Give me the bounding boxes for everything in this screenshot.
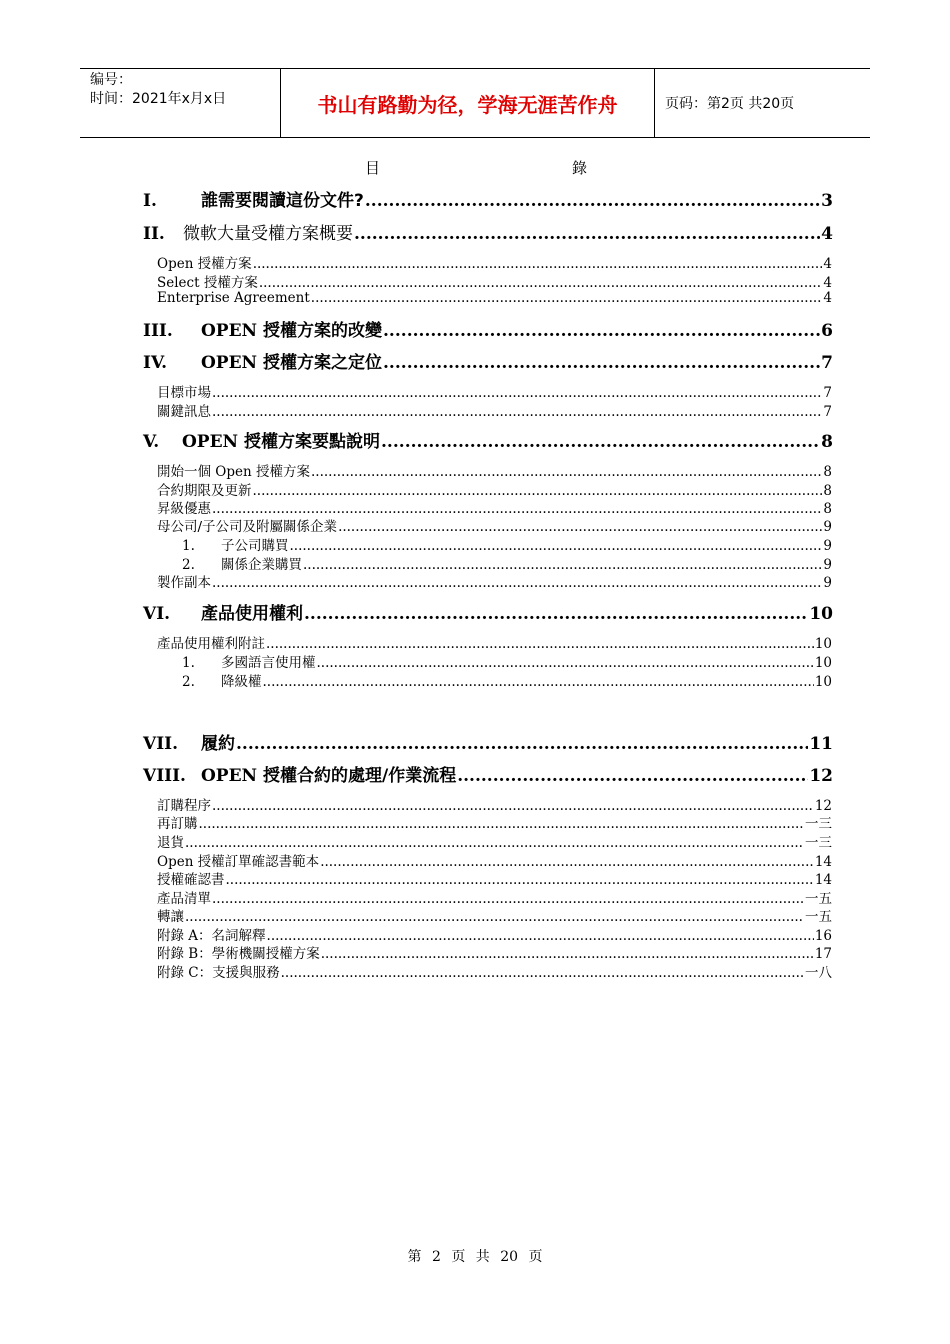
- footer-page-number: 2: [431, 1249, 441, 1265]
- toc-entry-page: 10: [809, 604, 833, 624]
- toc-entry-label: 合約期限及更新: [157, 483, 252, 499]
- toc-entry-label: OPEN 授權方案的改變: [201, 321, 383, 341]
- toc-entry-label: 製作副本: [157, 575, 211, 591]
- toc-entry-page: 一八: [805, 965, 832, 981]
- toc-entry-page: 4: [823, 275, 832, 291]
- toc-leader: [266, 636, 814, 652]
- toc-entry-label: 履約: [201, 734, 235, 754]
- toc-entry-page: 10: [814, 636, 832, 652]
- toc-leader: [199, 816, 805, 832]
- toc-entry-label: 子公司購買: [221, 538, 289, 554]
- toc-entry-number: 2.: [182, 674, 195, 690]
- footer-word: 第: [407, 1249, 422, 1265]
- toc-entry[interactable]: [143, 348, 833, 373]
- toc-leader: [317, 655, 814, 671]
- toc-entry[interactable]: [157, 381, 832, 401]
- toc-entry-page: 12: [809, 766, 833, 786]
- toc-leader: [185, 909, 804, 925]
- toc-entry-page: 9: [823, 575, 832, 591]
- toc-leader: [212, 385, 822, 401]
- toc-entry-label: 退貨: [157, 835, 184, 851]
- toc-leader: [212, 575, 822, 591]
- toc-leader: [311, 464, 822, 480]
- toc-entry-number: VIII.: [143, 766, 186, 786]
- toc-entry[interactable]: [143, 427, 833, 452]
- toc-entry-number: IV.: [143, 353, 168, 373]
- toc-entry-number: 2.: [182, 557, 195, 573]
- toc-entry[interactable]: [143, 219, 833, 244]
- toc-entry[interactable]: [157, 850, 832, 870]
- footer-total-pages: 20: [500, 1249, 519, 1265]
- toc-entry[interactable]: [157, 290, 832, 306]
- toc-entry-label: OPEN 授權方案之定位: [201, 353, 383, 373]
- toc-entry-label: Open 授權訂單確認書範本: [157, 854, 320, 870]
- header-page-info: 页码：第2页 共20页: [665, 96, 795, 112]
- toc-entry-page: 6: [821, 321, 833, 341]
- toc-entry-label: 附錄 B：學術機關授權方案: [157, 946, 320, 962]
- toc-leader: [290, 538, 823, 554]
- toc-entry-label: 開始一個 Open 授權方案: [157, 464, 310, 480]
- toc-title-right: 錄: [572, 159, 588, 177]
- toc-leader: [311, 290, 823, 306]
- toc-entry-label: OPEN 授權方案要點說明: [182, 432, 381, 452]
- toc-entry-number: I.: [143, 191, 157, 211]
- toc-entry[interactable]: [157, 479, 832, 499]
- toc-entry-number: III.: [143, 321, 173, 341]
- toc-entry[interactable]: [143, 186, 833, 211]
- toc-title-left: 目: [365, 159, 381, 177]
- page-footer: [0, 1246, 950, 1266]
- toc-entry-label: 附錄 C：支援與服務: [157, 965, 280, 981]
- toc-entry-number: 1.: [182, 538, 195, 554]
- toc-leader: [185, 835, 804, 851]
- toc-entry[interactable]: [157, 497, 832, 517]
- toc-entry-page: 一五: [805, 891, 832, 907]
- footer-word: 页: [528, 1249, 543, 1265]
- toc-entry-label: 誰需要閱讀這份文件?: [201, 191, 364, 211]
- toc-entry[interactable]: [157, 887, 832, 907]
- toc-entry-page: 14: [814, 872, 832, 888]
- toc-entry-page: 4: [823, 290, 832, 306]
- document-header: [80, 68, 870, 138]
- toc-entry[interactable]: [143, 729, 833, 754]
- toc-entry[interactable]: [143, 599, 833, 624]
- toc-leader: [281, 965, 804, 981]
- toc-entry-page: 17: [814, 946, 832, 962]
- number-label: 编号：: [90, 72, 132, 88]
- toc-entry-label: 降級權: [221, 674, 262, 690]
- toc-entry[interactable]: [157, 924, 832, 944]
- time-label: 时间：2021年x月x日: [90, 91, 227, 107]
- toc-entry-number: II.: [143, 224, 165, 244]
- toc-leader: [383, 321, 820, 341]
- toc-entry[interactable]: [157, 942, 832, 962]
- toc-leader: [226, 872, 814, 888]
- toc-entry-page: 9: [823, 538, 832, 554]
- toc-entry-label: Enterprise Agreement: [157, 290, 310, 306]
- toc-entry-page: 9: [823, 557, 832, 573]
- toc-entry-page: 一五: [805, 909, 832, 925]
- toc-leader: [381, 432, 820, 452]
- toc-entry-page: 14: [814, 854, 832, 870]
- toc-entry-page: 8: [823, 464, 832, 480]
- toc-entry-page: 11: [809, 734, 833, 754]
- toc-leader: [259, 275, 823, 291]
- toc-entry[interactable]: [157, 460, 832, 480]
- footer-word: 共: [475, 1249, 490, 1265]
- toc-entry[interactable]: [157, 651, 832, 671]
- toc-entry[interactable]: [157, 670, 832, 690]
- toc-entry-label: 授權確認書: [157, 872, 225, 888]
- toc-entry-page: 7: [823, 404, 832, 420]
- toc-entry[interactable]: [157, 400, 832, 420]
- toc-entry[interactable]: [157, 812, 832, 832]
- toc-entry-label: 多國語言使用權: [221, 655, 316, 671]
- toc-entry-label: Open 授權方案: [157, 256, 252, 272]
- toc-entry-page: 8: [823, 483, 832, 499]
- toc-leader: [212, 404, 822, 420]
- toc-leader: [321, 946, 814, 962]
- toc-entry-page: 4: [821, 224, 833, 244]
- toc-entry-label: 昇級優惠: [157, 501, 211, 517]
- toc-entry[interactable]: [157, 515, 832, 535]
- toc-entry-page: 10: [814, 674, 832, 690]
- toc-entry-label: 微軟大量受權方案概要: [183, 224, 353, 244]
- toc-entry-label: 母公司/子公司及附屬關係企業: [157, 519, 338, 535]
- toc-entry-label: 目標市場: [157, 385, 211, 401]
- toc-entry-number: VI.: [143, 604, 171, 624]
- toc-entry[interactable]: [157, 961, 832, 981]
- toc-entry[interactable]: [157, 831, 832, 851]
- toc-entry-page: 4: [823, 256, 832, 272]
- toc-entry-label: 轉讓: [157, 909, 184, 925]
- toc-entry-label: 產品清單: [157, 891, 211, 907]
- toc-leader: [338, 519, 822, 535]
- header-meta: [80, 69, 281, 137]
- toc-entry-label: 關鍵訊息: [157, 404, 211, 420]
- toc-entry-page: 一三: [805, 835, 832, 851]
- toc-entry-number: V.: [143, 432, 160, 452]
- toc-entry-page: 12: [814, 798, 832, 814]
- footer-word: 页: [451, 1249, 466, 1265]
- toc-entry[interactable]: [157, 632, 832, 652]
- toc-entry[interactable]: [157, 794, 832, 814]
- toc-entry-label: 再訂購: [157, 816, 198, 832]
- toc-entry-page: 9: [823, 519, 832, 535]
- toc-entry[interactable]: [157, 868, 832, 888]
- toc-entry-page: 8: [823, 501, 832, 517]
- toc-entry-label: OPEN 授權合約的處理/作業流程: [201, 766, 457, 786]
- header-motto: 书山有路勤为径，学海无涯苦作舟: [281, 69, 655, 137]
- toc-entry-label: 附錄 A：名詞解釋: [157, 928, 266, 944]
- toc-leader: [236, 734, 808, 754]
- toc-leader: [457, 766, 808, 786]
- toc-leader: [354, 224, 820, 244]
- toc-entry-number: 1.: [182, 655, 195, 671]
- toc-entry[interactable]: [143, 761, 833, 786]
- toc-entry-page: 7: [823, 385, 832, 401]
- toc-entry-label: 產品使用權利附註: [157, 636, 265, 652]
- toc-entry-page: 10: [814, 655, 832, 671]
- toc-entry-page: 8: [821, 432, 833, 452]
- toc-leader: [263, 674, 814, 690]
- toc-entry-page: 一三: [805, 816, 832, 832]
- toc-entry-page: 16: [814, 928, 832, 944]
- toc-entry-page: 3: [821, 191, 833, 211]
- toc-entry[interactable]: [157, 571, 832, 591]
- toc-leader: [304, 604, 808, 624]
- toc-entry[interactable]: [157, 252, 832, 272]
- toc-entry-label: Select 授權方案: [157, 275, 258, 291]
- toc-entry-label: 訂購程序: [157, 798, 211, 814]
- toc-entry[interactable]: [143, 316, 833, 341]
- toc-entry-label: 產品使用權利: [201, 604, 303, 624]
- toc-entry[interactable]: [157, 271, 832, 291]
- toc-leader: [253, 256, 823, 272]
- toc-entry-number: VII.: [143, 734, 179, 754]
- toc-entry-label: 關係企業購買: [221, 557, 302, 573]
- toc-entry-page: 7: [821, 353, 833, 373]
- toc-entry[interactable]: [157, 553, 832, 573]
- toc-entry[interactable]: [157, 905, 832, 925]
- toc-entry[interactable]: [157, 534, 832, 554]
- toc-leader: [365, 191, 820, 211]
- toc-leader: [383, 353, 820, 373]
